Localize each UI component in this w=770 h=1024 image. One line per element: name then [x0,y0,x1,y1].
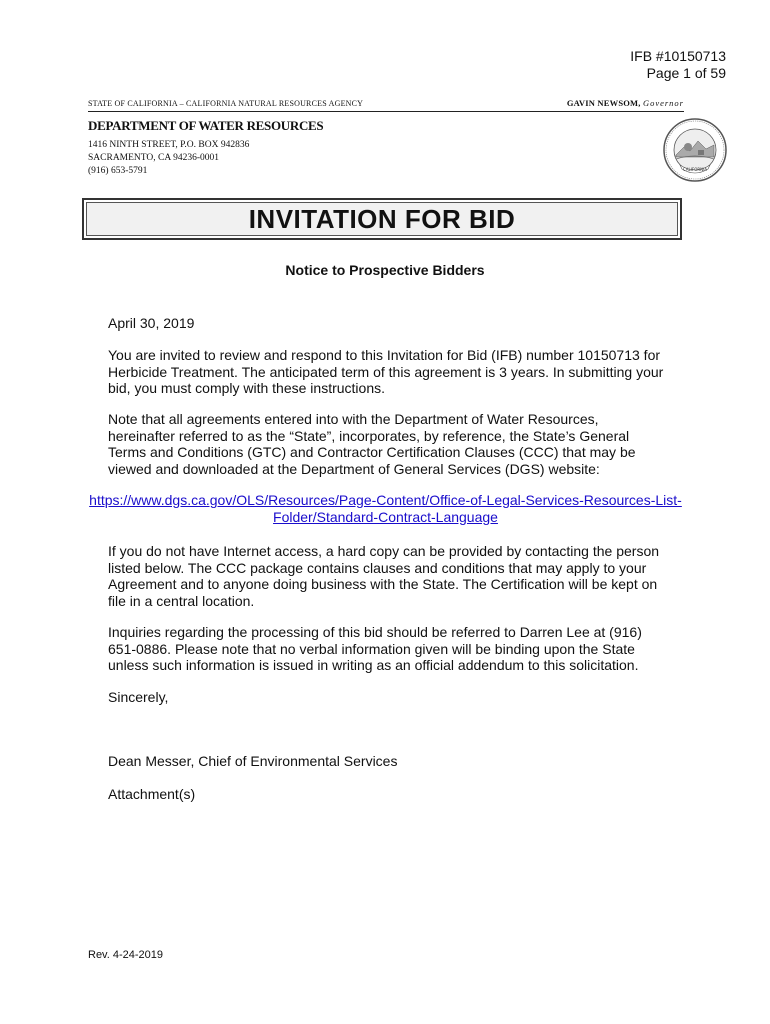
paragraph-text: If you do not have Internet access, a hard copy can be provided by contacting the person listed below. The CCC package contains clauses and conditions that may apply to your Agreement and to anyone doing business with the State. The Certification will be kept on file in a central location. [108,543,660,609]
department-address [88,139,249,178]
signatory-name: Dean Messer, Chief of Environmental Services [108,753,398,769]
revision-footer: Rev. 4-24-2019 [88,949,164,961]
address-line-1: 1416 NINTH STREET, P.O. BOX 942836 [88,140,250,150]
closing-salutation: Sincerely, [108,689,169,705]
governor-name: GAVIN NEWSOM, [566,98,641,108]
ifb-number: IFB #10150713 [630,48,726,64]
california-state-seal-icon [662,117,728,183]
dgs-contract-language-link[interactable] [88,492,683,526]
letter-date: April 30, 2019 [108,315,195,331]
title-box [82,198,682,240]
paragraph-inquiries [108,624,668,674]
paragraph-text: Inquiries regarding the processing of this bid should be referred to Darren Lee at (916) 651-0886. Please note that no verbal information given will be binding upon the State unless such information is issued in writing as an official addendum to this solicitation. [108,624,642,673]
paragraph-invitation [108,347,668,397]
department-name: DEPARTMENT OF WATER RESOURCES [88,118,324,133]
agency-line: STATE OF CALIFORNIA – CALIFORNIA NATURAL RESOURCES AGENCY [88,99,364,108]
ifb-header [630,48,726,82]
department-phone: (916) 653-5791 [88,166,148,176]
governor-title: Governor [642,98,684,108]
paragraph-text: Note that all agreements entered into with the Department of Water Resources, hereinafter referred to as the “State”, incorporates, by reference, the State’s General Terms and Conditions (GTC) and Contractor Certification Clauses (CCC) that may be viewed and downloaded at the Department of General Services (DGS) website: [108,411,636,477]
seal-text: CALIFORNIA [682,167,708,172]
link-line-2[interactable]: Folder/Standard-Contract-Language [273,509,498,525]
notice-heading: Notice to Prospective Bidders [285,262,485,278]
paragraph-hard-copy [108,543,668,609]
governor-line [567,98,684,108]
attachments-label: Attachment(s) [108,786,196,802]
address-line-2: SACRAMENTO, CA 94236-0001 [88,153,219,163]
agency-header-row [88,98,684,112]
paragraph-terms [108,411,668,477]
page-number: Page 1 of 59 [646,65,726,81]
paragraph-text: You are invited to review and respond to this Invitation for Bid (IFB) number 10150713 for Herbicide Treatment. The anticipated term of this agreement is 3 years. In submitting your bid, you must comply with these instructions. [108,347,664,396]
document-title: INVITATION FOR BID [248,203,516,234]
link-line-1[interactable]: https://www.dgs.ca.gov/OLS/Resources/Page-Content/Office-of-Legal-Services-Resources-List- [89,492,682,508]
